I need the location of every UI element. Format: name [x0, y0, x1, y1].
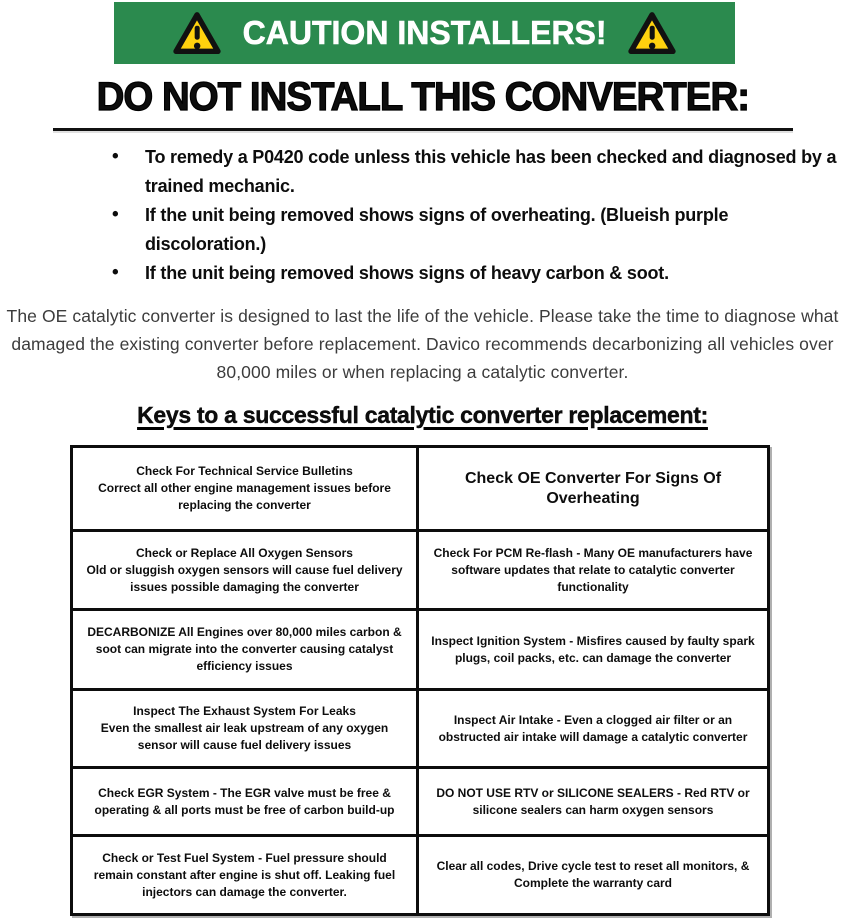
table-cell: [72, 690, 418, 768]
cell-line: Check For Technical Service Bulletins: [136, 464, 353, 478]
keys-heading: Keys to a successful catalytic converter replacement:: [137, 402, 708, 428]
intro-paragraph: The OE catalytic converter is designed to last the life of the vehicle. Please take the time to diagnose what damaged the existing converter before replacement. Davico recommends decarbonizing all vehicles over 80,000 miles or when replacing a catalytic converter.: [6, 306, 839, 382]
cell-line: Check EGR System - The EGR valve must be free & operating & all ports must be free of carbon build-up: [94, 785, 395, 817]
table-cell: [418, 447, 769, 531]
banner-title: CAUTION INSTALLERS!: [242, 14, 607, 51]
table-row: [72, 447, 769, 531]
cell-line: Clear all codes, Drive cycle test to reset all monitors, & Complete the warranty card: [436, 859, 750, 890]
cell-line: Inspect Air Intake - Even a clogged air filter or an obstructed air intake will damage a catalytic converter: [438, 712, 748, 744]
cell-line: Inspect Ignition System - Misfires caused by faulty spark plugs, coil packs, etc. can damage the converter: [431, 633, 755, 665]
cell-line: DO NOT USE RTV or SILICONE SEALERS - Red RTV or silicone sealers can harm oxygen sensors: [436, 785, 750, 817]
table-cell: [72, 531, 418, 610]
table-cell: [418, 531, 769, 610]
table-cell: [418, 690, 769, 768]
cell-line: Even the smallest air leak upstream of any oxygen sensor will cause fuel delivery issues: [100, 721, 389, 752]
cell-line: Old or sluggish oxygen sensors will cause fuel delivery issues possible damaging the converter: [86, 562, 403, 594]
cell-line: Check For PCM Re-flash - Many OE manufacturers have software updates that relate to catalytic converter functionality: [433, 545, 753, 594]
table-cell: [418, 610, 769, 690]
cell-line: DECARBONIZE All Engines over 80,000 miles carbon & soot can migrate into the converter causing catalyst efficiency issues: [87, 625, 402, 673]
table-row: [72, 836, 769, 915]
warning-triangle-icon: [627, 11, 677, 56]
divider-line: [53, 128, 793, 131]
table-cell: [72, 610, 418, 690]
table-row: [72, 531, 769, 610]
cell-line: Check or Replace All Oxygen Sensors: [136, 545, 353, 560]
cell-line: Correct all other engine management issues before replacing the converter: [98, 481, 391, 512]
table-cell: [72, 768, 418, 836]
bullet-item: • To remedy a P0420 code unless this vehicle has been checked and diagnosed by a trained mechanic.: [145, 143, 845, 201]
cell-line: Check or Test Fuel System - Fuel pressure should remain constant after engine is shut off. Leaking fuel injectors can damage the converter.: [93, 850, 396, 899]
caution-banner: [114, 2, 735, 64]
bullet-item: • If the unit being removed shows signs of overheating. (Blueish purple discoloration.): [145, 201, 845, 259]
warning-bullet-list: [145, 143, 845, 288]
table-cell: [72, 447, 418, 531]
table-row: [72, 610, 769, 690]
page-title: [0, 76, 845, 118]
table-row: [72, 768, 769, 836]
warning-triangle-icon: [172, 11, 222, 56]
table-row: [72, 690, 769, 768]
page-title-text: DO NOT INSTALL THIS CONVERTER:: [96, 75, 749, 119]
bullet-item: • If the unit being removed shows signs of heavy carbon & soot.: [145, 259, 845, 288]
cell-line: Check OE Converter For Signs Of Overheating: [464, 469, 722, 507]
table-cell: [72, 836, 418, 915]
table-cell: [418, 768, 769, 836]
table-cell: [418, 836, 769, 915]
tips-table: [70, 445, 770, 916]
cell-line: Inspect The Exhaust System For Leaks: [133, 704, 356, 718]
